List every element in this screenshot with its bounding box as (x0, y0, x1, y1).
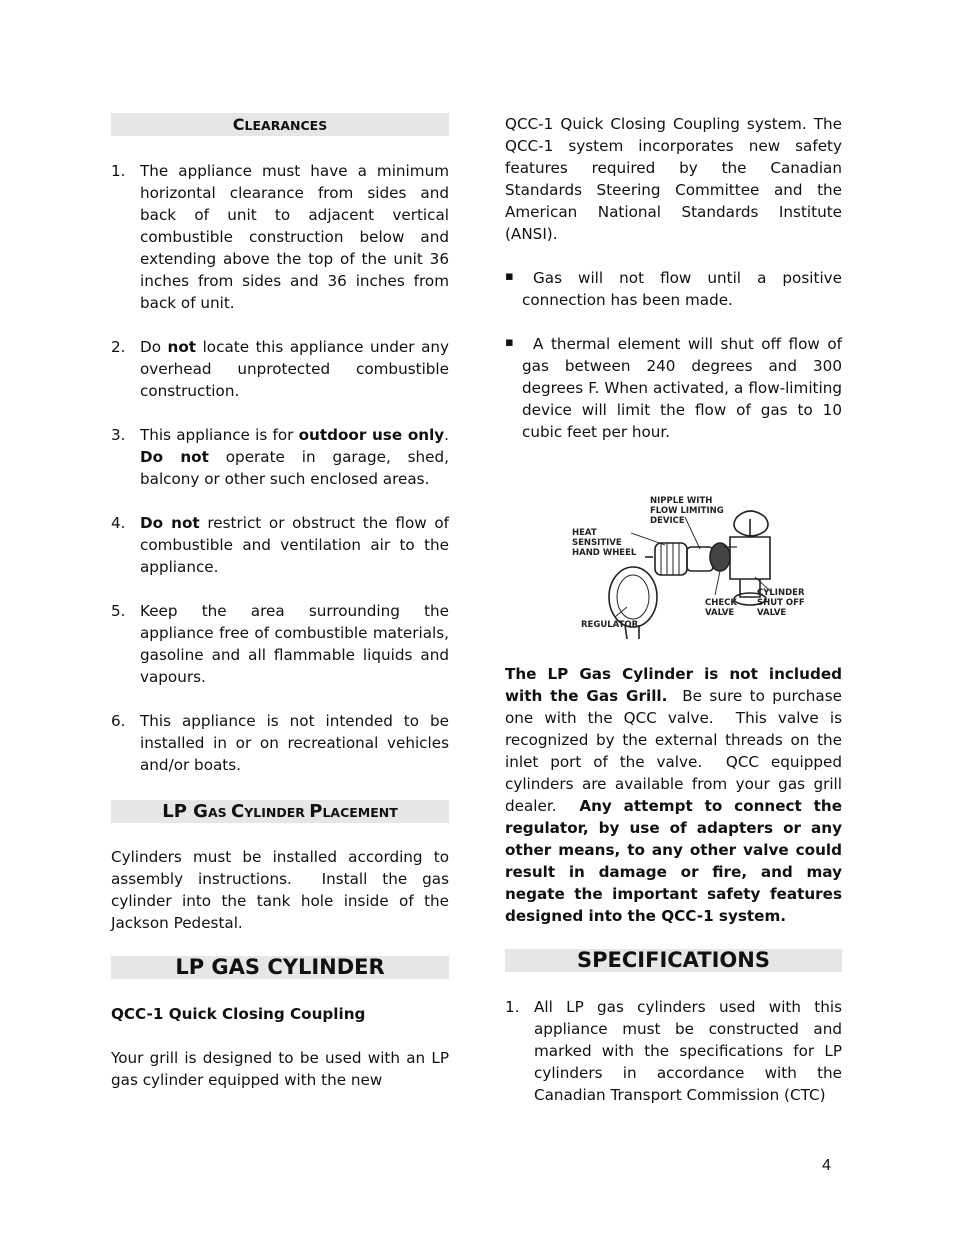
list-item: 1. All LP gas cylinders used with this appliance must be constructed and marked with the specifications for LP cylinders in accordance with the Canadian Transport Commission (CTC) (505, 998, 842, 1104)
placement-heading: LP GAS CYLINDER PLACEMENT (111, 800, 449, 823)
label-nipple: NIPPLE WITH FLOW LIMITING DEVICE (650, 496, 724, 526)
cylinder-note: The LP Gas Cylinder is not included with the Gas Grill. Be sure to purchase one with the QCC valve. This valve is recognized by the external threads on the inlet port of the valve. QCC equipped cylinders are available from your gas grill dealer. Any attempt to connect the regulator, by use of adapters or any other means, to any other valve could result in damage or fire, and may negate the important safety features designed into the QCC-1 system. (505, 665, 847, 925)
qcc-intro-start: Your grill is designed to be used with an LP gas cylinder equipped with the new (111, 1049, 449, 1089)
qcc-features-list (505, 267, 842, 443)
clearances-heading: CLEARANCES (111, 113, 449, 136)
label-cylinder-valve: CYLINDER SHUT OFF VALVE (757, 588, 805, 618)
placement-text: Cylinders must be installed according to assembly instructions. Install the gas cylinder into the tank hole inside of the Jackson Pedestal. (111, 848, 454, 932)
qcc-intro-continued: QCC-1 Quick Closing Coupling system. The QCC-1 system incorporates new safety features required by the Canadian Standards Steering Committee and the American National Standards Institute (ANSI). (505, 115, 842, 243)
specifications-heading: SPECIFICATIONS (505, 949, 842, 972)
lp-gas-cylinder-heading: LP GAS CYLINDER (111, 956, 449, 979)
qcc-subheading: QCC-1 Quick Closing Coupling (111, 1005, 366, 1023)
label-regulator: REGULATOR (581, 620, 639, 630)
list-item: 4. Do not restrict or obstruct the flow of combustible and ventilation air to the appliance. (111, 514, 449, 576)
list-item: 5. Keep the area surrounding the appliance free of combustible materials, gasoline and all flammable liquids and vapours. (111, 602, 449, 686)
specifications-list (505, 996, 842, 1106)
label-check-valve: CHECK VALVE (705, 598, 737, 618)
list-item: 2. Do not locate this appliance under any overhead unprotected combustible construction. (111, 338, 449, 400)
right-column (505, 113, 847, 1106)
list-item: 1. The appliance must have a minimum horizontal clearance from sides and back of unit to adjacent vertical combustible construction below and extending above the top of the unit 36 inches from sides and 36 inches from back of unit. (111, 162, 449, 312)
list-item: ▪ Gas will not flow until a positive connection has been made. (505, 269, 842, 309)
list-item: ▪ A thermal element will shut off flow of gas between 240 degrees and 300 degrees F. When activated, a flow-limiting device will limit the flow of gas to 10 cubic feet per hour. (505, 335, 842, 441)
left-column (111, 113, 459, 1091)
page-number: 4 (822, 1157, 831, 1174)
list-item: 3. This appliance is for outdoor use only. Do not operate in garage, shed, balcony or other such enclosed areas. (111, 426, 459, 488)
clearances-list (111, 160, 459, 776)
regulator-valve-diagram (515, 477, 815, 647)
list-item: 6. This appliance is not intended to be installed in or on recreational vehicles and/or boats. (111, 712, 449, 774)
label-heat-wheel: HEAT SENSITIVE HAND WHEEL (572, 528, 637, 558)
